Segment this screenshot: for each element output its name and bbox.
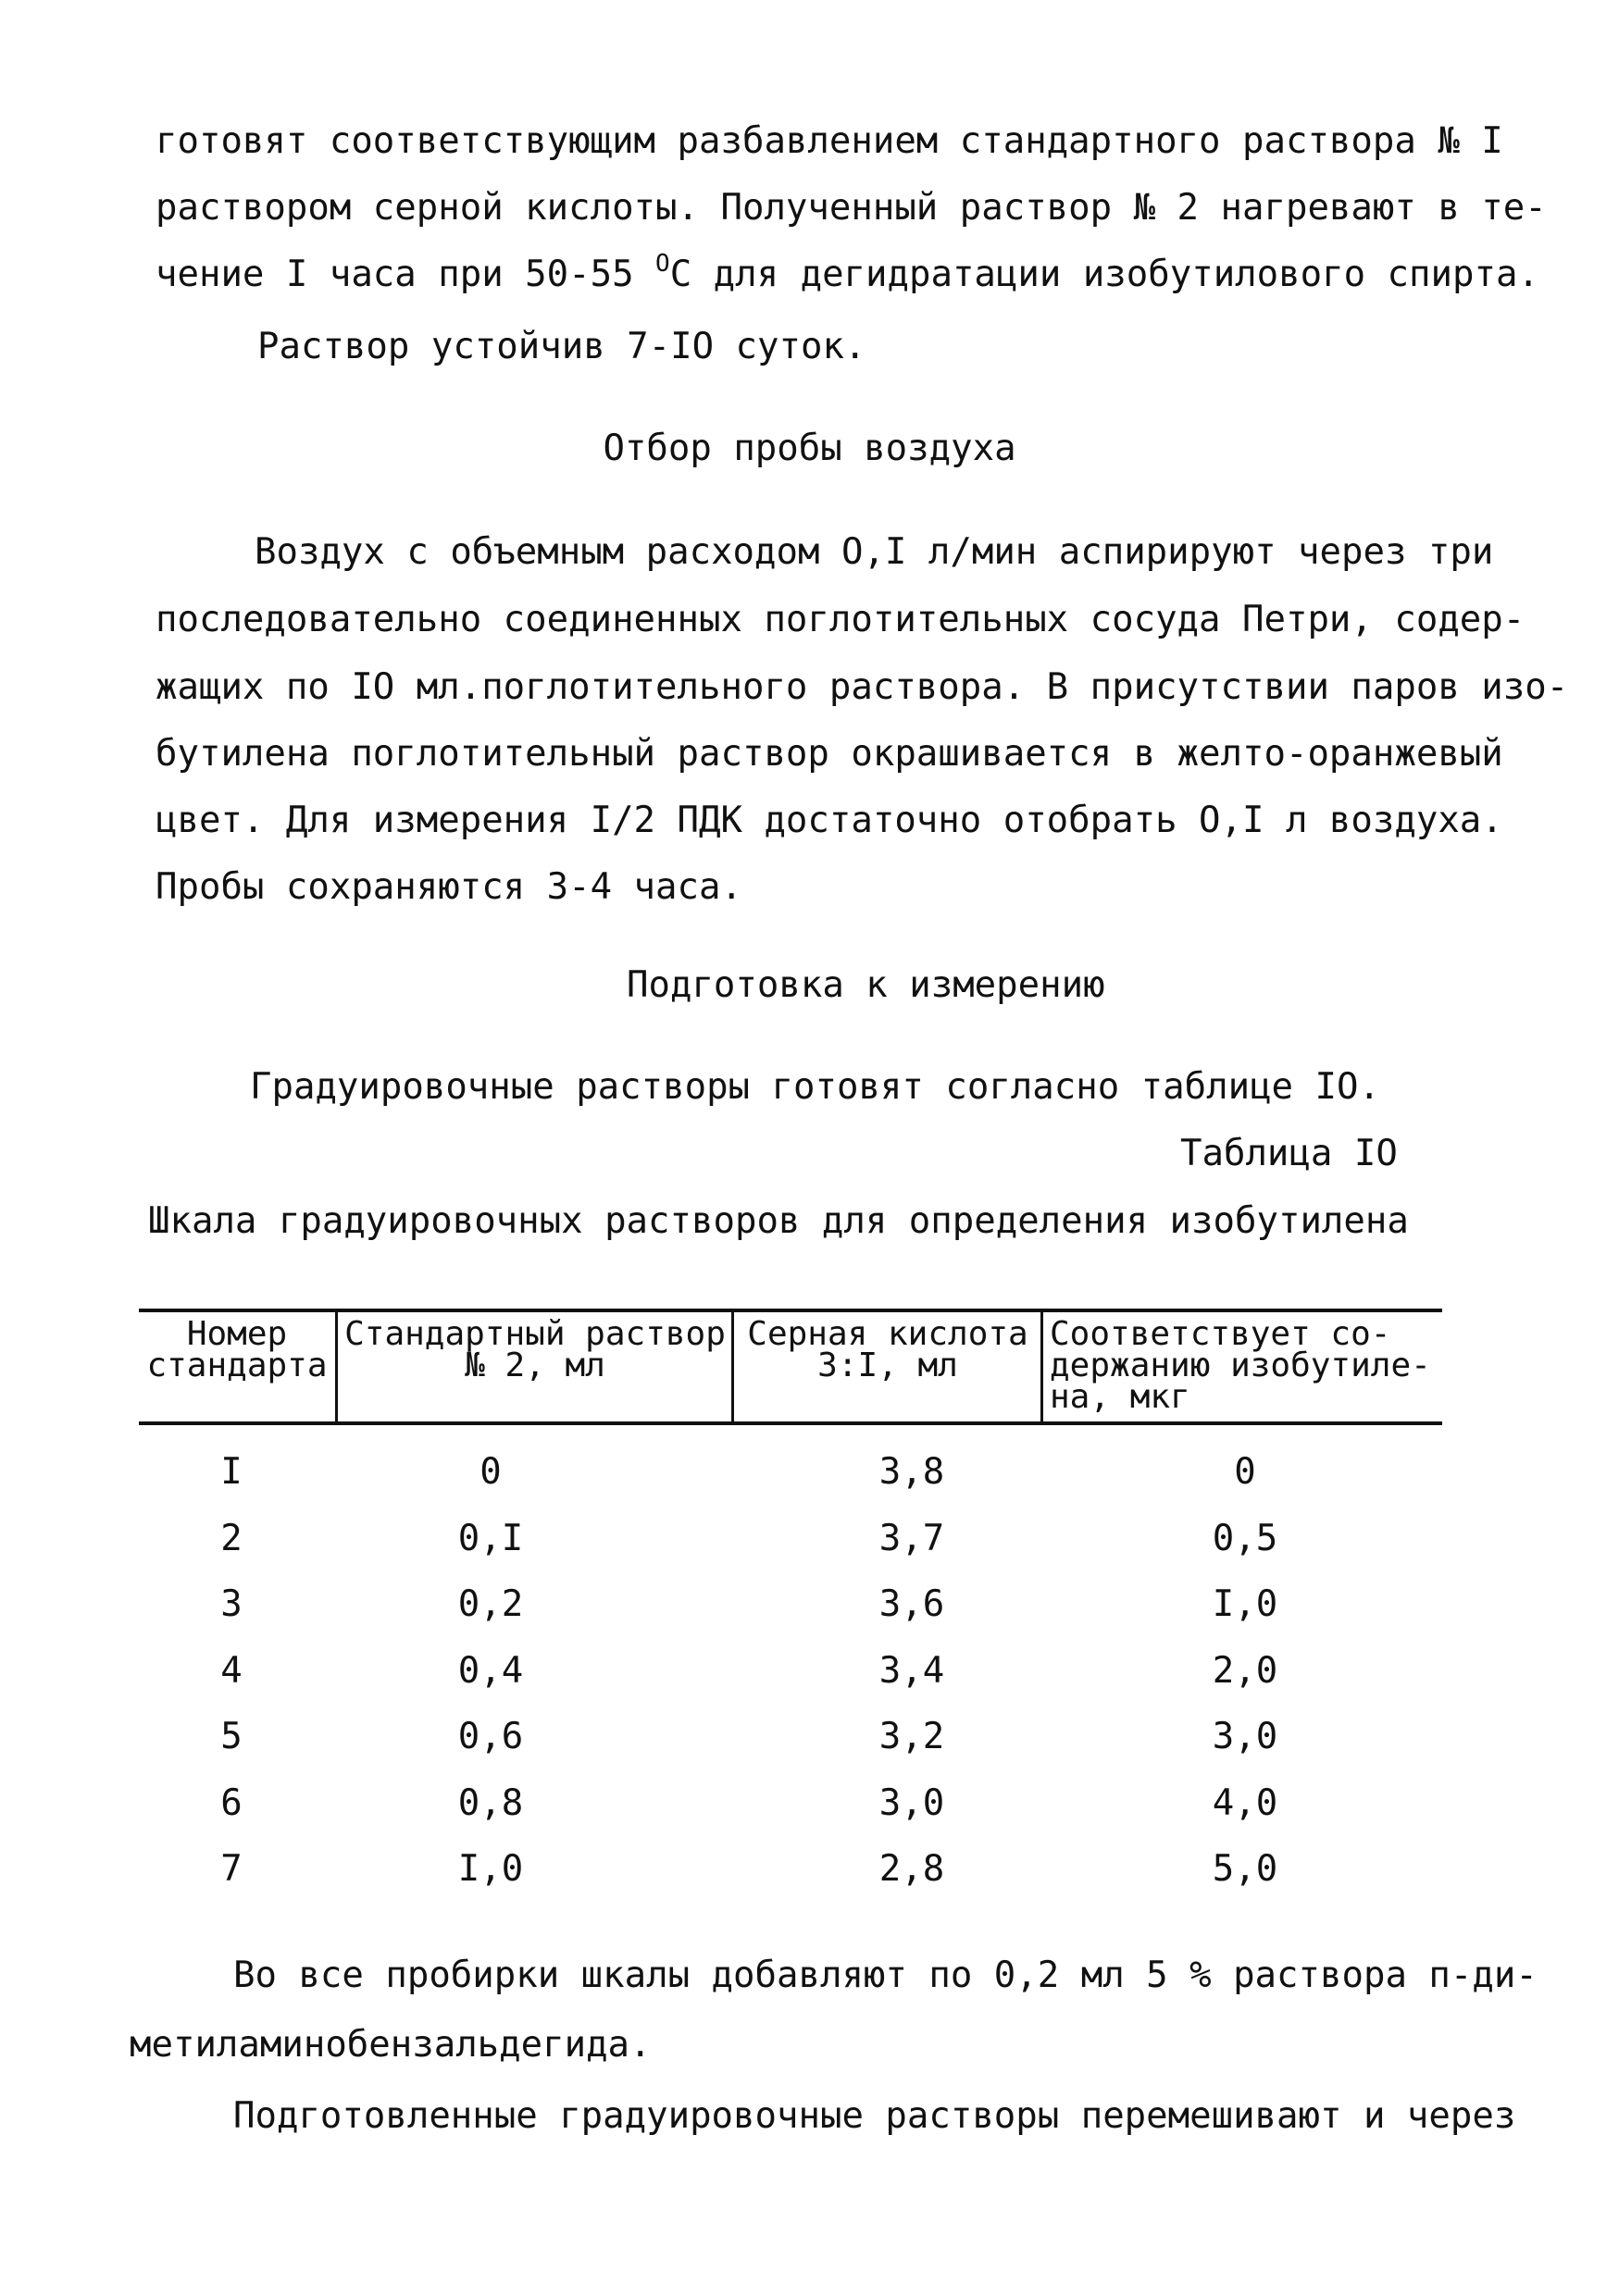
- column-divider: [1040, 1312, 1043, 1421]
- paragraph-line: Во все пробирки шкалы добавляют по 0,2 мл 5 % раствора п-ди-: [233, 1955, 1538, 1996]
- column-header-line: на, мкг: [1050, 1378, 1190, 1416]
- table-header-rule: [139, 1421, 1442, 1425]
- paragraph-text: чение I часа при 50-55: [156, 254, 656, 295]
- paragraph-line: [156, 252, 1539, 298]
- table-cell: 3,6: [878, 1583, 945, 1625]
- column-header: [339, 1315, 731, 1384]
- table-cell: 3,8: [878, 1451, 945, 1493]
- table-cell: 2,8: [878, 1848, 945, 1890]
- table-cell: 3,0: [1212, 1716, 1278, 1757]
- table-cell: 3,2: [878, 1716, 945, 1757]
- column-header: [139, 1315, 335, 1384]
- column-header-line: стандарта: [146, 1347, 328, 1384]
- table-label: Таблица IO: [1180, 1133, 1398, 1174]
- paragraph-line: Раствор устойчив 7-IO суток.: [257, 326, 866, 367]
- table-cell: 3,4: [878, 1649, 945, 1692]
- column-header-line: Стандартный раствор: [344, 1315, 726, 1353]
- table-cell: 4,0: [1212, 1781, 1278, 1824]
- column-header: [735, 1315, 1040, 1384]
- table-cell: 0,I: [457, 1517, 524, 1559]
- table-cell: 3,7: [878, 1517, 945, 1559]
- table-cell: 2,0: [1212, 1649, 1278, 1692]
- section-heading: Отбор пробы воздуха: [603, 428, 1016, 469]
- paragraph-line: метиламинобензальдегида.: [130, 2024, 652, 2066]
- table-cell: 2: [220, 1517, 243, 1559]
- column-header-line: 3:I, мл: [817, 1347, 958, 1384]
- paragraph-line: цвет. Для измерения I/2 ПДК достаточно отобрать O,I л воздуха.: [156, 800, 1503, 841]
- column-header: [1050, 1315, 1442, 1416]
- column-divider: [335, 1312, 338, 1421]
- paragraph-line: Воздух с объемным расходом O,I л/мин аспирируют через три: [255, 531, 1494, 573]
- paragraph-line: Пробы сохраняются 3-4 часа.: [156, 866, 742, 908]
- column-header-line: № 2, мл: [465, 1347, 605, 1384]
- table-cell: 5,0: [1212, 1848, 1278, 1890]
- column-divider: [731, 1312, 734, 1421]
- paragraph-line: бутилена поглотительный раствор окрашивается в желто-оранжевый: [156, 733, 1503, 775]
- table-cell: 4: [220, 1649, 243, 1692]
- table-cell: I,0: [1212, 1583, 1278, 1625]
- column-header-line: Соответствует со-: [1050, 1315, 1391, 1353]
- table-cell: 0: [479, 1451, 502, 1493]
- table-cell: 0,5: [1212, 1517, 1278, 1559]
- column-header-line: Номер: [186, 1315, 288, 1353]
- paragraph-line: готовят соответствующим разбавлением стандартного раствора № I: [156, 120, 1503, 162]
- paragraph-line: раствором серной кислоты. Полученный раствор № 2 нагревают в те-: [156, 187, 1547, 229]
- paragraph-line: жащих по IO мл.поглотительного раствора. В присутствии паров изо-: [156, 666, 1569, 708]
- table-caption: Шкала градуировочных растворов для определения изобутилена: [148, 1200, 1409, 1242]
- table-cell: 3: [220, 1583, 243, 1625]
- column-header-line: держанию изобутиле-: [1050, 1347, 1431, 1384]
- degree-superscript: О: [655, 250, 670, 278]
- paragraph-line: последовательно соединенных поглотительных сосуда Петри, содер-: [156, 599, 1526, 640]
- paragraph-text: C для дегидратации изобутилового спирта.: [669, 254, 1539, 295]
- table-cell: 6: [220, 1781, 243, 1824]
- column-header-line: Серная кислота: [747, 1315, 1028, 1353]
- table-cell: 5: [220, 1716, 243, 1757]
- table-cell: 3,0: [878, 1781, 945, 1824]
- table-cell: 0,4: [457, 1649, 524, 1692]
- table-cell: 0,2: [457, 1583, 524, 1625]
- table-cell: 0,6: [457, 1716, 524, 1757]
- table-cell: I,0: [457, 1848, 524, 1890]
- paragraph-line: Подготовленные градуировочные растворы перемешивают и через: [233, 2095, 1516, 2137]
- section-heading: Подготовка к измерению: [627, 964, 1105, 1006]
- table-cell: 0: [1234, 1451, 1256, 1493]
- table-cell: 0,8: [457, 1781, 524, 1824]
- table-cell: 7: [220, 1848, 243, 1890]
- table-cell: I: [220, 1451, 243, 1493]
- paragraph-line: Градуировочные растворы готовят согласно таблице IO.: [250, 1066, 1380, 1108]
